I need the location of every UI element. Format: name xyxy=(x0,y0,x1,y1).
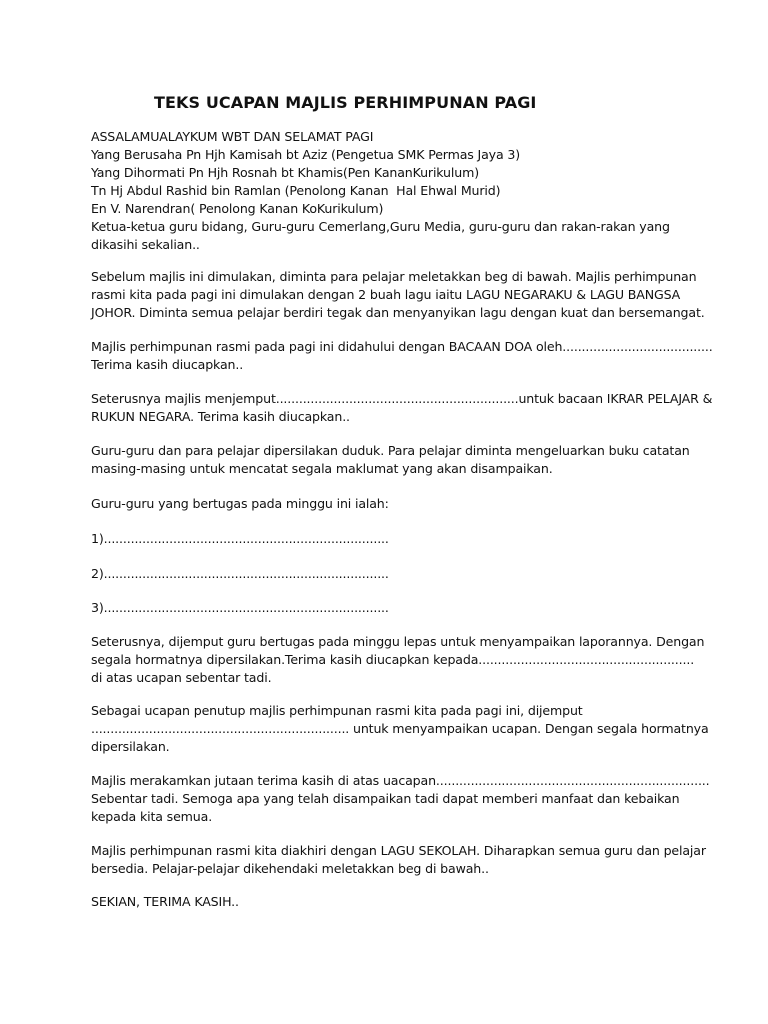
paragraph-line: bersedia. Pelajar-pelajar dikehendaki meletakkan beg di bawah.. xyxy=(91,861,489,876)
paragraph-line: Terima kasih diucapkan.. xyxy=(91,357,244,372)
greeting-line: Yang Dihormati Pn Hjh Rosnah bt Khamis(Pen KananKurikulum) xyxy=(91,165,479,180)
paragraph-line: Seterusnya majlis menjemput...............................................................untuk bacaan IKRAR PELAJAR & xyxy=(91,391,713,406)
paragraph-line: dipersilakan. xyxy=(91,739,170,754)
closing-line xyxy=(91,893,691,911)
paragraph-line: Majlis perhimpunan rasmi pada pagi ini didahului dengan BACAAN DOA oleh....................................... xyxy=(91,339,713,354)
paragraph-line: Guru-guru yang bertugas pada minggu ini ialah: xyxy=(91,496,389,511)
paragraph-line: JOHOR. Diminta semua pelajar berdiri tegak dan menyanyikan lagu dengan kuat dan bersemangat. xyxy=(91,305,705,320)
paragraph-line: ................................................................... untuk menyampaikan ucapan. Dengan segala hormatnya xyxy=(91,721,709,736)
paragraph-report xyxy=(91,633,705,687)
paragraph-line: Sebentar tadi. Semoga apa yang telah disampaikan tadi dapat memberi manfaat dan kebaikan xyxy=(91,791,680,806)
paragraph-line: RUKUN NEGARA. Terima kasih diucapkan.. xyxy=(91,409,350,424)
duty-list-line: 1).......................................................................... xyxy=(91,531,389,546)
paragraph-line: SEKIAN, TERIMA KASIH.. xyxy=(91,894,239,909)
paragraph-line: di atas ucapan sebentar tadi. xyxy=(91,670,272,685)
paragraph-opening xyxy=(91,268,705,322)
paragraph-line: segala hormatnya dipersilakan.Terima kasih diucapkan kepada........................................................ xyxy=(91,652,695,667)
paragraph-school-song xyxy=(91,842,706,878)
greeting-line: Tn Hj Abdul Rashid bin Ramlan (Penolong Kanan Hal Ehwal Murid) xyxy=(91,183,501,198)
greeting-line: En V. Narendran( Penolong Kanan KoKurikulum) xyxy=(91,201,384,216)
paragraph-line: Guru-guru dan para pelajar dipersilakan duduk. Para pelajar diminta mengeluarkan buku catatan xyxy=(91,443,690,458)
greeting-line: Yang Berusaha Pn Hjh Kamisah bt Aziz (Pengetua SMK Permas Jaya 3) xyxy=(91,147,521,162)
greeting-line: ASSALAMUALAYKUM WBT DAN SELAMAT PAGI xyxy=(91,129,374,144)
greeting-line: dikasihi sekalian.. xyxy=(91,237,200,252)
paragraph-line: kepada kita semua. xyxy=(91,809,213,824)
duty-list-line: 2).......................................................................... xyxy=(91,566,389,581)
paragraph-line: Majlis merakamkan jutaan terima kasih di atas uacapan....................................................................... xyxy=(91,773,710,788)
paragraph-line: rasmi kita pada pagi ini dimulakan dengan 2 buah lagu iaitu LAGU NEGARAKU & LAGU BANGSA xyxy=(91,287,681,302)
greeting-block xyxy=(91,128,691,254)
paragraph-line: Majlis perhimpunan rasmi kita diakhiri dengan LAGU SEKOLAH. Diharapkan semua guru dan pelajar xyxy=(91,843,706,858)
paragraph-line: Seterusnya, dijemput guru bertugas pada minggu lepas untuk menyampaikan laporannya. Dengan xyxy=(91,634,705,649)
document-title: TEKS UCAPAN MAJLIS PERHIMPUNAN PAGI xyxy=(154,93,537,112)
duty-list-line: 3).......................................................................... xyxy=(91,600,389,615)
paragraph-pledge xyxy=(91,390,713,426)
paragraph-line: masing-masing untuk mencatat segala maklumat yang akan disampaikan. xyxy=(91,461,553,476)
paragraph-closing-speech xyxy=(91,702,709,756)
paragraph-thanks xyxy=(91,772,710,826)
paragraph-seated xyxy=(91,442,691,478)
paragraph-duty-intro xyxy=(91,495,691,513)
duty-list-item xyxy=(91,599,691,617)
duty-list-item xyxy=(91,530,691,548)
greeting-line: Ketua-ketua guru bidang, Guru-guru Cemerlang,Guru Media, guru-guru dan rakan-rakan yang xyxy=(91,219,670,234)
paragraph-line: Sebelum majlis ini dimulakan, diminta para pelajar meletakkan beg di bawah. Majlis perhimpunan xyxy=(91,269,697,284)
paragraph-prayer xyxy=(91,338,713,374)
paragraph-line: Sebagai ucapan penutup majlis perhimpunan rasmi kita pada pagi ini, dijemput xyxy=(91,703,583,718)
duty-list-item xyxy=(91,565,691,583)
